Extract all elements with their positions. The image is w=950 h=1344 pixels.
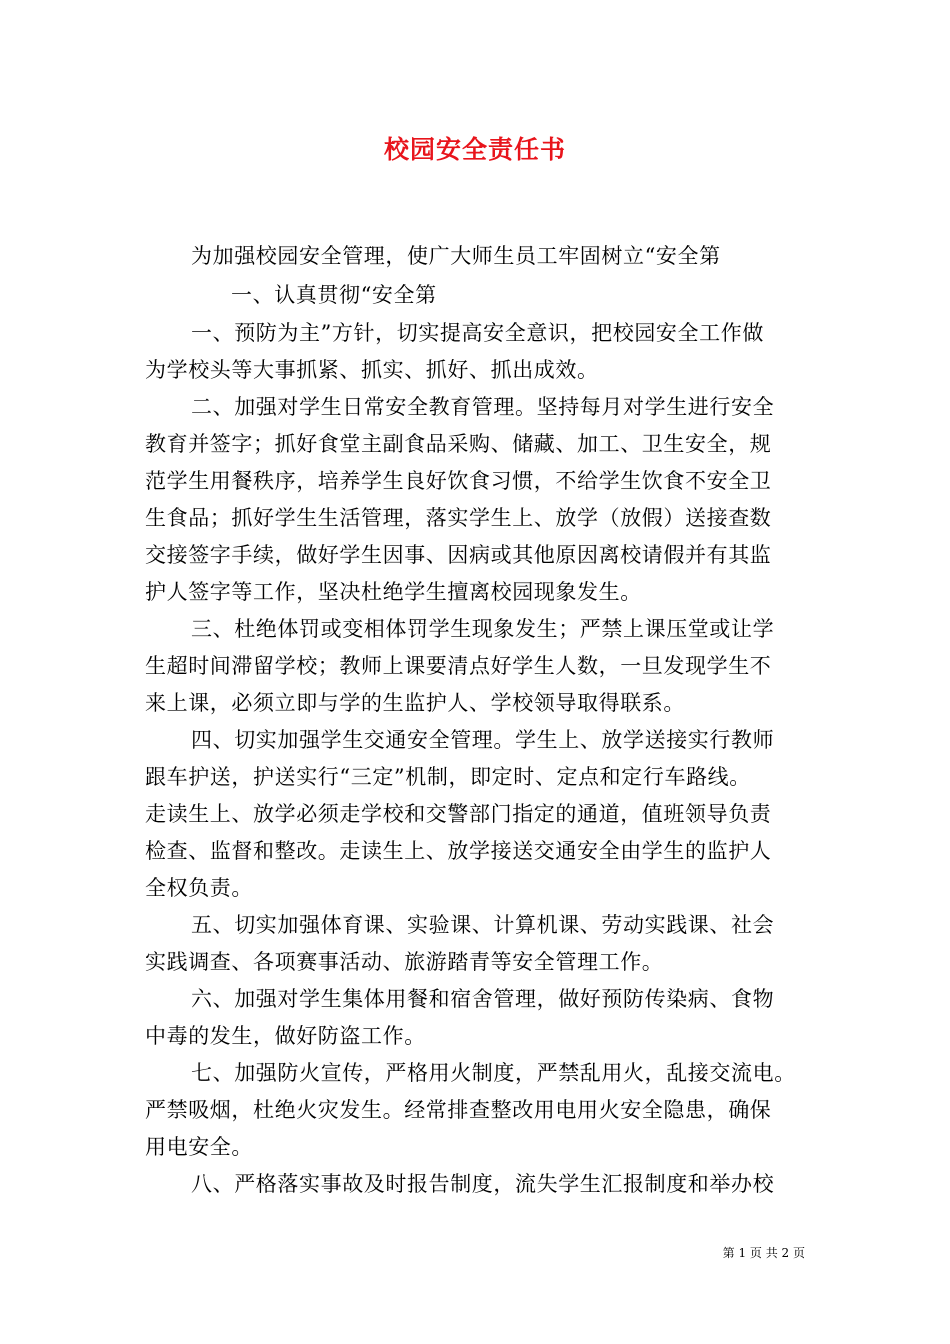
text-line: 生食品；抓好学生生活管理，落实学生上、放学（放假）送接查数 xyxy=(145,506,772,530)
text-line: 交接签字手续，做好学生因事、因病或其他原因离校请假并有其监 xyxy=(145,543,772,567)
text-line: 严禁吸烟，杜绝火灾发生。经常排查整改用电用火安全隐患，确保 xyxy=(145,1098,772,1122)
text-line: 中毒的发生，做好防盗工作。 xyxy=(145,1024,426,1048)
text-line: 实践调查、各项赛事活动、旅游踏青等安全管理工作。 xyxy=(145,950,664,974)
text-line: 护人签字等工作，坚决杜绝学生擅离校园现象发生。 xyxy=(145,580,642,604)
text-line: 八、严格落实事故及时报告制度，流失学生汇报制度和举办校 xyxy=(191,1172,775,1196)
text-line: 范学生用餐秩序，培养学生良好饮食习惯，不给学生饮食不安全卫 xyxy=(145,469,772,493)
text-line: 检查、监督和整改。走读生上、放学接送交通安全由学生的监护人 xyxy=(145,839,772,863)
page-number: 第 1 页 共 2 页 xyxy=(722,1246,805,1260)
text-line: 生超时间滞留学校；教师上课要清点好学生人数，一旦发现学生不 xyxy=(145,654,772,678)
text-line: 一、认真贯彻“安全第 xyxy=(231,283,437,307)
document-title: 校园安全责任书 xyxy=(383,135,566,164)
text-line: 为学校头等大事抓紧、抓实、抓好、抓出成效。 xyxy=(145,358,599,382)
text-line: 二、加强对学生日常安全教育管理。坚持每月对学生进行安全 xyxy=(191,395,775,419)
text-line: 全权负责。 xyxy=(145,876,253,900)
text-line: 三、杜绝体罚或变相体罚学生现象发生；严禁上课压堂或让学 xyxy=(191,617,775,641)
text-line: 一、预防为主”方针，切实提高安全意识，把校园安全工作做 xyxy=(191,321,764,345)
text-line: 四、切实加强学生交通安全管理。学生上、放学送接实行教师 xyxy=(191,728,775,752)
text-line: 用电安全。 xyxy=(145,1135,253,1159)
text-line: 为加强校园安全管理，使广大师生员工牢固树立“安全第 xyxy=(191,244,721,268)
text-line: 跟车护送，护送实行“三定”机制，即定时、定点和定行车路线。 xyxy=(145,765,751,789)
text-line: 五、切实加强体育课、实验课、计算机课、劳动实践课、社会 xyxy=(191,913,775,937)
text-line: 教育并签字；抓好食堂主副食品采购、储藏、加工、卫生安全，规 xyxy=(145,432,772,456)
text-line: 来上课，必须立即与学的生监护人、学校领导取得联系。 xyxy=(145,691,685,715)
text-line: 七、加强防火宣传，严格用火制度，严禁乱用火，乱接交流电。 xyxy=(191,1061,796,1085)
text-line: 六、加强对学生集体用餐和宿舍管理，做好预防传染病、食物 xyxy=(191,987,775,1011)
text-line: 走读生上、放学必须走学校和交警部门指定的通道，值班领导负责 xyxy=(145,802,772,826)
